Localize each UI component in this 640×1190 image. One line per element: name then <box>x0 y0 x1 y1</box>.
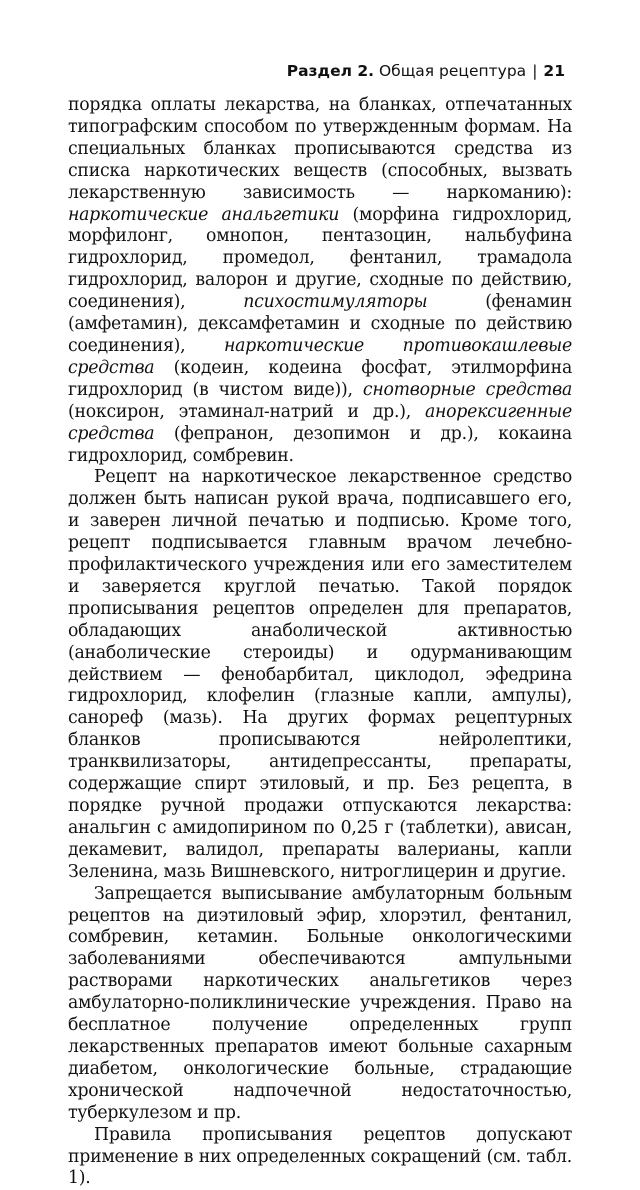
running-header <box>287 62 565 80</box>
header-separator: | <box>532 62 538 80</box>
paragraph-2: Рецепт на наркотическое лекарственное средство должен быть написан рукой врача, подписавшего его, и заверен личной печатью и подписью. Кроме того, рецепт подписывается главным врачом лечебно-профилактического учреждения или его заместителем и заверяется круглой печатью. Такой порядок прописывания рецептов определен для препаратов, обладающих анаболической активностью (анаболические стероиды) и одурманивающим действием — фенобарбитал, циклодол, эфедрина гидрохлорид, клофелин (глазные капли, ампулы), санореф (мазь). На других формах рецептурных бланков прописываются нейролептики, транквилизаторы, антидепрессанты, препараты, содержащие спирт этиловый, и пр. Без рецепта, в порядке ручной продажи отпускаются лекарства: анальгин с амидопирином по 0,25 г (таблетки), ависан, декамевит, валидол, препараты валерианы, капли Зеленина, мазь Вишневского, нитроглицерин и другие. <box>68 467 572 882</box>
section-label: Раздел 2. <box>286 62 375 80</box>
term-antitussives: наркотические противокашлевые средства <box>68 335 572 378</box>
p1-text-b: (морфина гидрохлорид, морфилонг, омнопон, пентазоцин, нальбуфина гидрохлорид, промедол, фентанил, трамадола гидрохлорид, валорон и другие, сходные по действию, соединения), <box>68 204 572 313</box>
paragraph-3: Запрещается выписывание амбулаторным больным рецептов на диэтиловый эфир, хлорэтил, фентанил, сомбревин, кетамин. Больные онкологическими заболеваниями обеспечиваются ампульными растворами наркотических анальгетиков через амбулаторно-поликлинические учреждения. Право на бесплатное получение определенных групп лекарственных препаратов имеют больные сахарным диабетом, онкологические больные, страдающие хронической надпочечной недостаточностью, туберкулезом и пр. <box>68 883 572 1123</box>
paragraph-4: Правила прописывания рецептов допускают применение в них определенных сокращений (см. табл. 1). <box>68 1124 572 1189</box>
p1-text-d: (кодеин, кодеина фосфат, этилморфина гидрохлорид (в чистом виде)), <box>68 357 572 400</box>
p1-text-e: (ноксирон, этаминал-натрий и др.), <box>68 401 425 422</box>
term-anorexigenics: анорексигенные средства <box>68 401 572 444</box>
p1-text-a: порядка оплаты лекарства, на бланках, отпечатанных типографским способом по утвержденным формам. На специальных бланках прописываются средства из списка наркотических веществ (способных, вызвать лекарственную зависимость — наркоманию): <box>68 95 572 203</box>
page-number: 21 <box>543 62 565 80</box>
paragraph-1 <box>68 95 572 467</box>
term-narcotic-analgesics: наркотические анальгетики <box>68 204 340 225</box>
section-title: Общая рецептура <box>374 62 527 80</box>
term-psychostimulants: психостимуляторы <box>243 292 428 313</box>
p1-text-c: (фенамин (амфетамин), дексамфетамин и сходные по действию соединения), <box>68 292 572 356</box>
p1-text-f: (фепранон, дезопимон и др.), кокаина гидрохлорид, сомбревин. <box>68 423 572 466</box>
page-body <box>68 95 572 1190</box>
term-hypnotics: снотворные средства <box>362 379 573 400</box>
